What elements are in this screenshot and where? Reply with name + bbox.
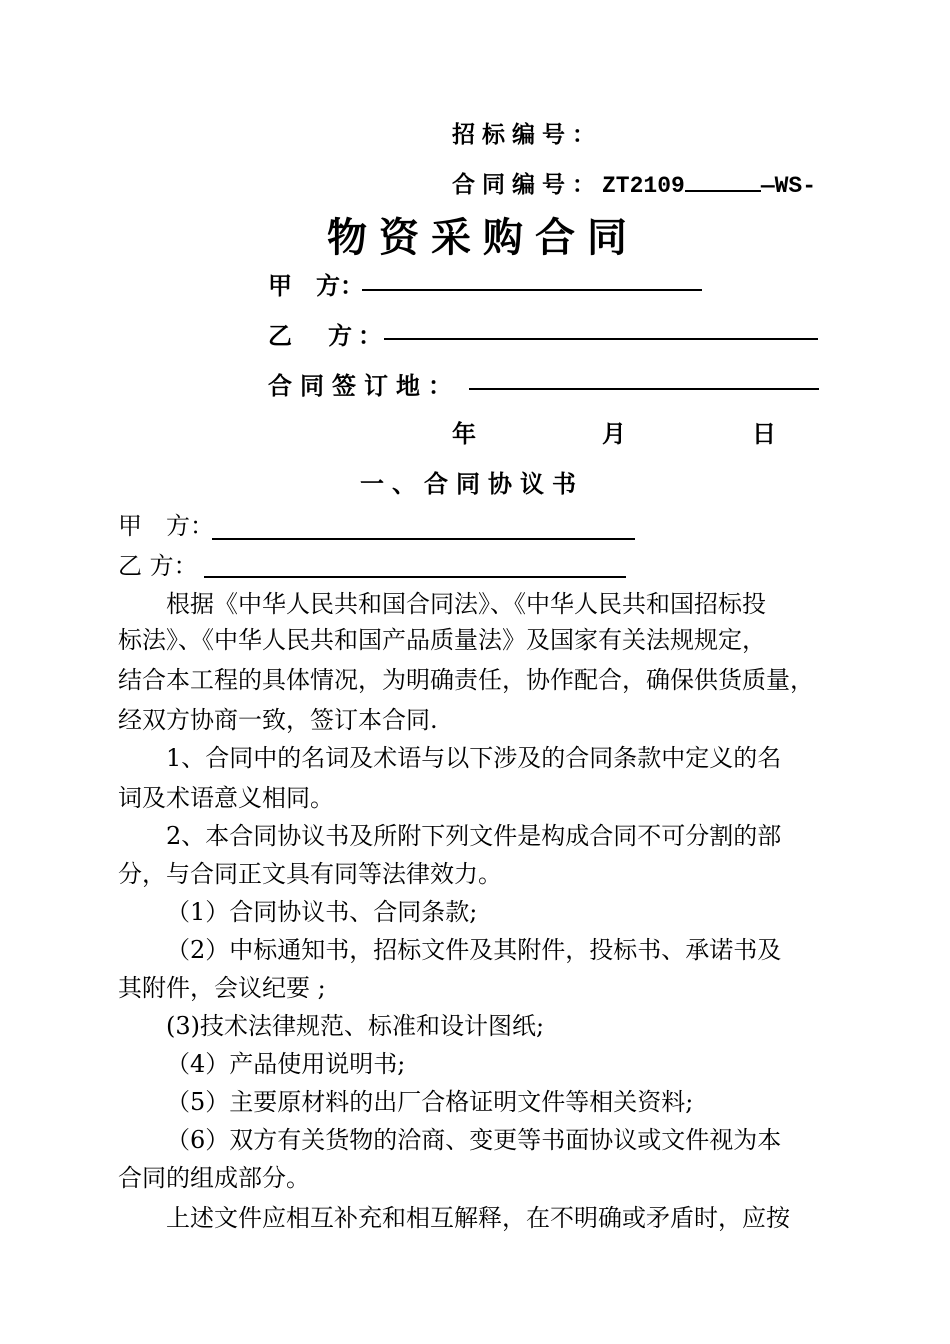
- agreement-party-a-line: [212, 538, 635, 540]
- body-line: （6）双方有关货物的洽商、变更等书面协议或文件视为本: [166, 1126, 782, 1154]
- contract-number-prefix: ZT2109: [602, 173, 685, 199]
- cover-party-a-line: [362, 289, 702, 291]
- cover-party-b-line: [384, 338, 818, 340]
- cover-place-line: [469, 388, 819, 390]
- section-title: 一、合同协议书: [360, 470, 584, 498]
- cover-party-a-label: 甲 方：: [268, 272, 364, 300]
- bid-number-label: 招标编号：: [452, 122, 602, 148]
- agreement-party-b-label: 乙 方：: [118, 552, 198, 580]
- contract-number-line: [452, 166, 816, 199]
- body-line: （4）产品使用说明书;: [166, 1050, 406, 1078]
- cover-place-label: 合同签订地：: [268, 372, 460, 400]
- body-line: 1、合同中的名词及术语与以下涉及的合同条款中定义的名: [166, 744, 782, 772]
- contract-number-blank: [685, 170, 761, 192]
- body-line: （1）合同协议书、合同条款;: [166, 898, 478, 926]
- document-title: 物资采购合同: [327, 215, 639, 261]
- date-month: 月: [602, 420, 626, 448]
- body-line: 合同的组成部分。: [118, 1164, 310, 1192]
- date-day: 日: [752, 420, 776, 448]
- cover-party-b-label: 乙 方：: [268, 322, 388, 350]
- body-line: （2）中标通知书，招标文件及其附件，投标书、承诺书及: [166, 936, 782, 964]
- contract-number-suffix: —WS-: [760, 173, 817, 199]
- body-line: 经双方协商一致，签订本合同.: [118, 706, 438, 734]
- agreement-party-a-label: 甲 方：: [118, 512, 214, 540]
- contract-number-label: 合同编号：: [452, 172, 602, 198]
- agreement-party-b-line: [204, 576, 626, 578]
- body-line: (3)技术法律规范、标准和设计图纸;: [166, 1012, 545, 1040]
- body-line: 分，与合同正文具有同等法律效力。: [118, 860, 502, 888]
- body-line: 根据《中华人民共和国合同法》、《中华人民共和国招标投: [166, 590, 766, 618]
- body-line: （5）主要原材料的出厂合格证明文件等相关资料;: [166, 1088, 694, 1116]
- body-line: 其附件，会议纪要 ;: [118, 974, 326, 1002]
- body-line: 词及术语意义相同。: [118, 784, 334, 812]
- body-line: 2、本合同协议书及所附下列文件是构成合同不可分割的部: [166, 822, 782, 850]
- body-line: 上述文件应相互补充和相互解释，在不明确或矛盾时，应按: [166, 1204, 790, 1232]
- body-line: 标法》、《中华人民共和国产品质量法》及国家有关法规规定，: [118, 626, 766, 654]
- date-year: 年: [452, 420, 476, 448]
- body-line: 结合本工程的具体情况，为明确责任，协作配合，确保供货质量，: [118, 666, 814, 694]
